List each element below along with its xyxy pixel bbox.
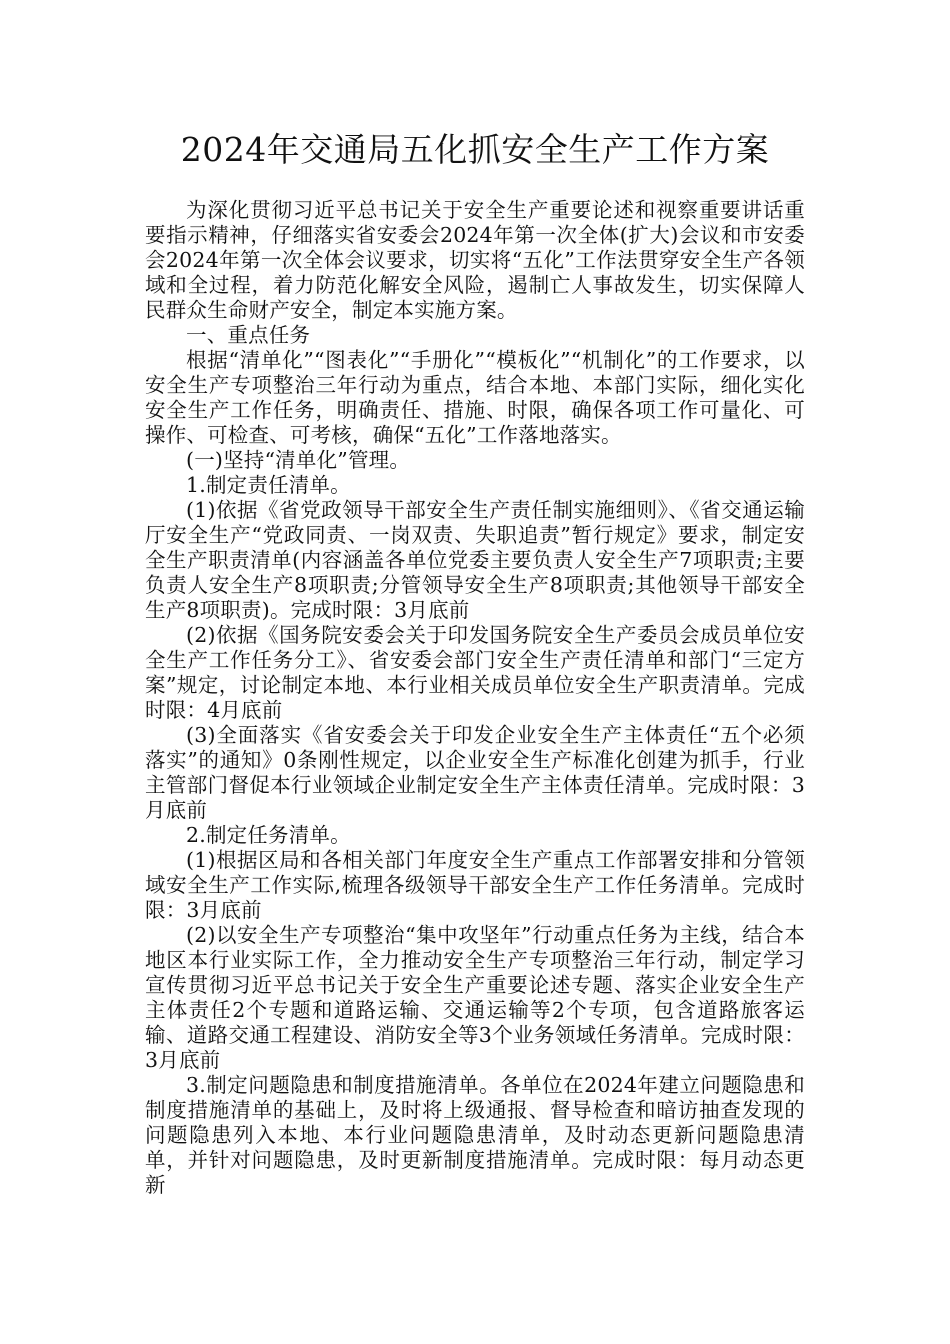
item-heading-task-list: 2.制定任务清单。 [186, 823, 351, 847]
hazard-measures-paragraph: 3.制定问题隐患和制度措施清单。各单位在2024年建立问题隐患和制度措施清单的基础上，及时将上级通报、督导检查和暗访抽查发现的问题隐患列入本地、本行业问题隐患清单，及时动态更新问题隐患清单，并针对问题隐患，及时更新制度措施清单。完成时限：每月动态更新 [145, 1073, 805, 1197]
key-tasks-paragraph: 根据“清单化”“图表化”“手册化”“模板化”“机制化”的工作要求，以安全生产专项整治三年行动为重点，结合本地、本部门实际，细化实化安全生产工作任务，明确责任、措施、时限，确保各项工作可量化、可操作、可检查、可考核，确保“五化”工作落地落实。 [145, 348, 805, 447]
task-item-1: (1)根据区局和各相关部门年度安全生产重点工作部署安排和分管领域安全生产工作实际,梳理各级领导干部安全生产工作任务清单。完成时限：3月底前 [145, 848, 805, 922]
responsibility-item-2: (2)依据《国务院安委会关于印发国务院安全生产委员会成员单位安全生产工作任务分工》、省安委会部门安全生产责任清单和部门“三定方案”规定，讨论制定本地、本行业相关成员单位安全生产职责清单。完成时限：4月底前 [145, 623, 805, 722]
document-title: 2024年交通局五化抓安全生产工作方案 [180, 130, 770, 169]
responsibility-item-1: (1)依据《省党政领导干部安全生产责任制实施细则》、《省交通运输厅安全生产“党政同责、一岗双责、失职追责”暂行规定》要求，制定安全生产职责清单(内容涵盖各单位党委主要负责人安全生产7项职责;主要负责人安全生产8项职责;分管领导安全生产8项职责;其他领导干部安全生产8项职责)。完成时限：3月底前 [145, 498, 805, 622]
document-body [145, 198, 805, 1198]
section-heading-key-tasks: 一、重点任务 [186, 323, 311, 347]
subsection-heading-checklist: (一)坚持“清单化”管理。 [186, 448, 411, 472]
responsibility-item-3: (3)全面落实《省安委会关于印发企业安全生产主体责任“五个必须落实”的通知》0条刚性规定，以企业安全生产标准化创建为抓手，行业主管部门督促本行业领域企业制定安全生产主体责任清单。完成时限：3月底前 [145, 723, 805, 822]
intro-paragraph: 为深化贯彻习近平总书记关于安全生产重要论述和视察重要讲话重要指示精神，仔细落实省安委会2024年第一次全体(扩大)会议和市安委会2024年第一次全体会议要求，切实将“五化”工作法贯穿安全生产各领域和全过程，着力防范化解安全风险，遏制亡人事故发生，切实保障人民群众生命财产安全，制定本实施方案。 [145, 198, 805, 322]
task-item-2: (2)以安全生产专项整治“集中攻坚年”行动重点任务为主线，结合本地区本行业实际工作，全力推动安全生产专项整治三年行动，制定学习宣传贯彻习近平总书记关于安全生产重要论述专题、落实企业安全生产主体责任2个专题和道路运输、交通运输等2个专项，包含道路旅客运输、道路交通工程建设、消防安全等3个业务领域任务清单。完成时限：3月底前 [145, 923, 805, 1072]
item-heading-responsibility-list: 1.制定责任清单。 [186, 473, 351, 497]
